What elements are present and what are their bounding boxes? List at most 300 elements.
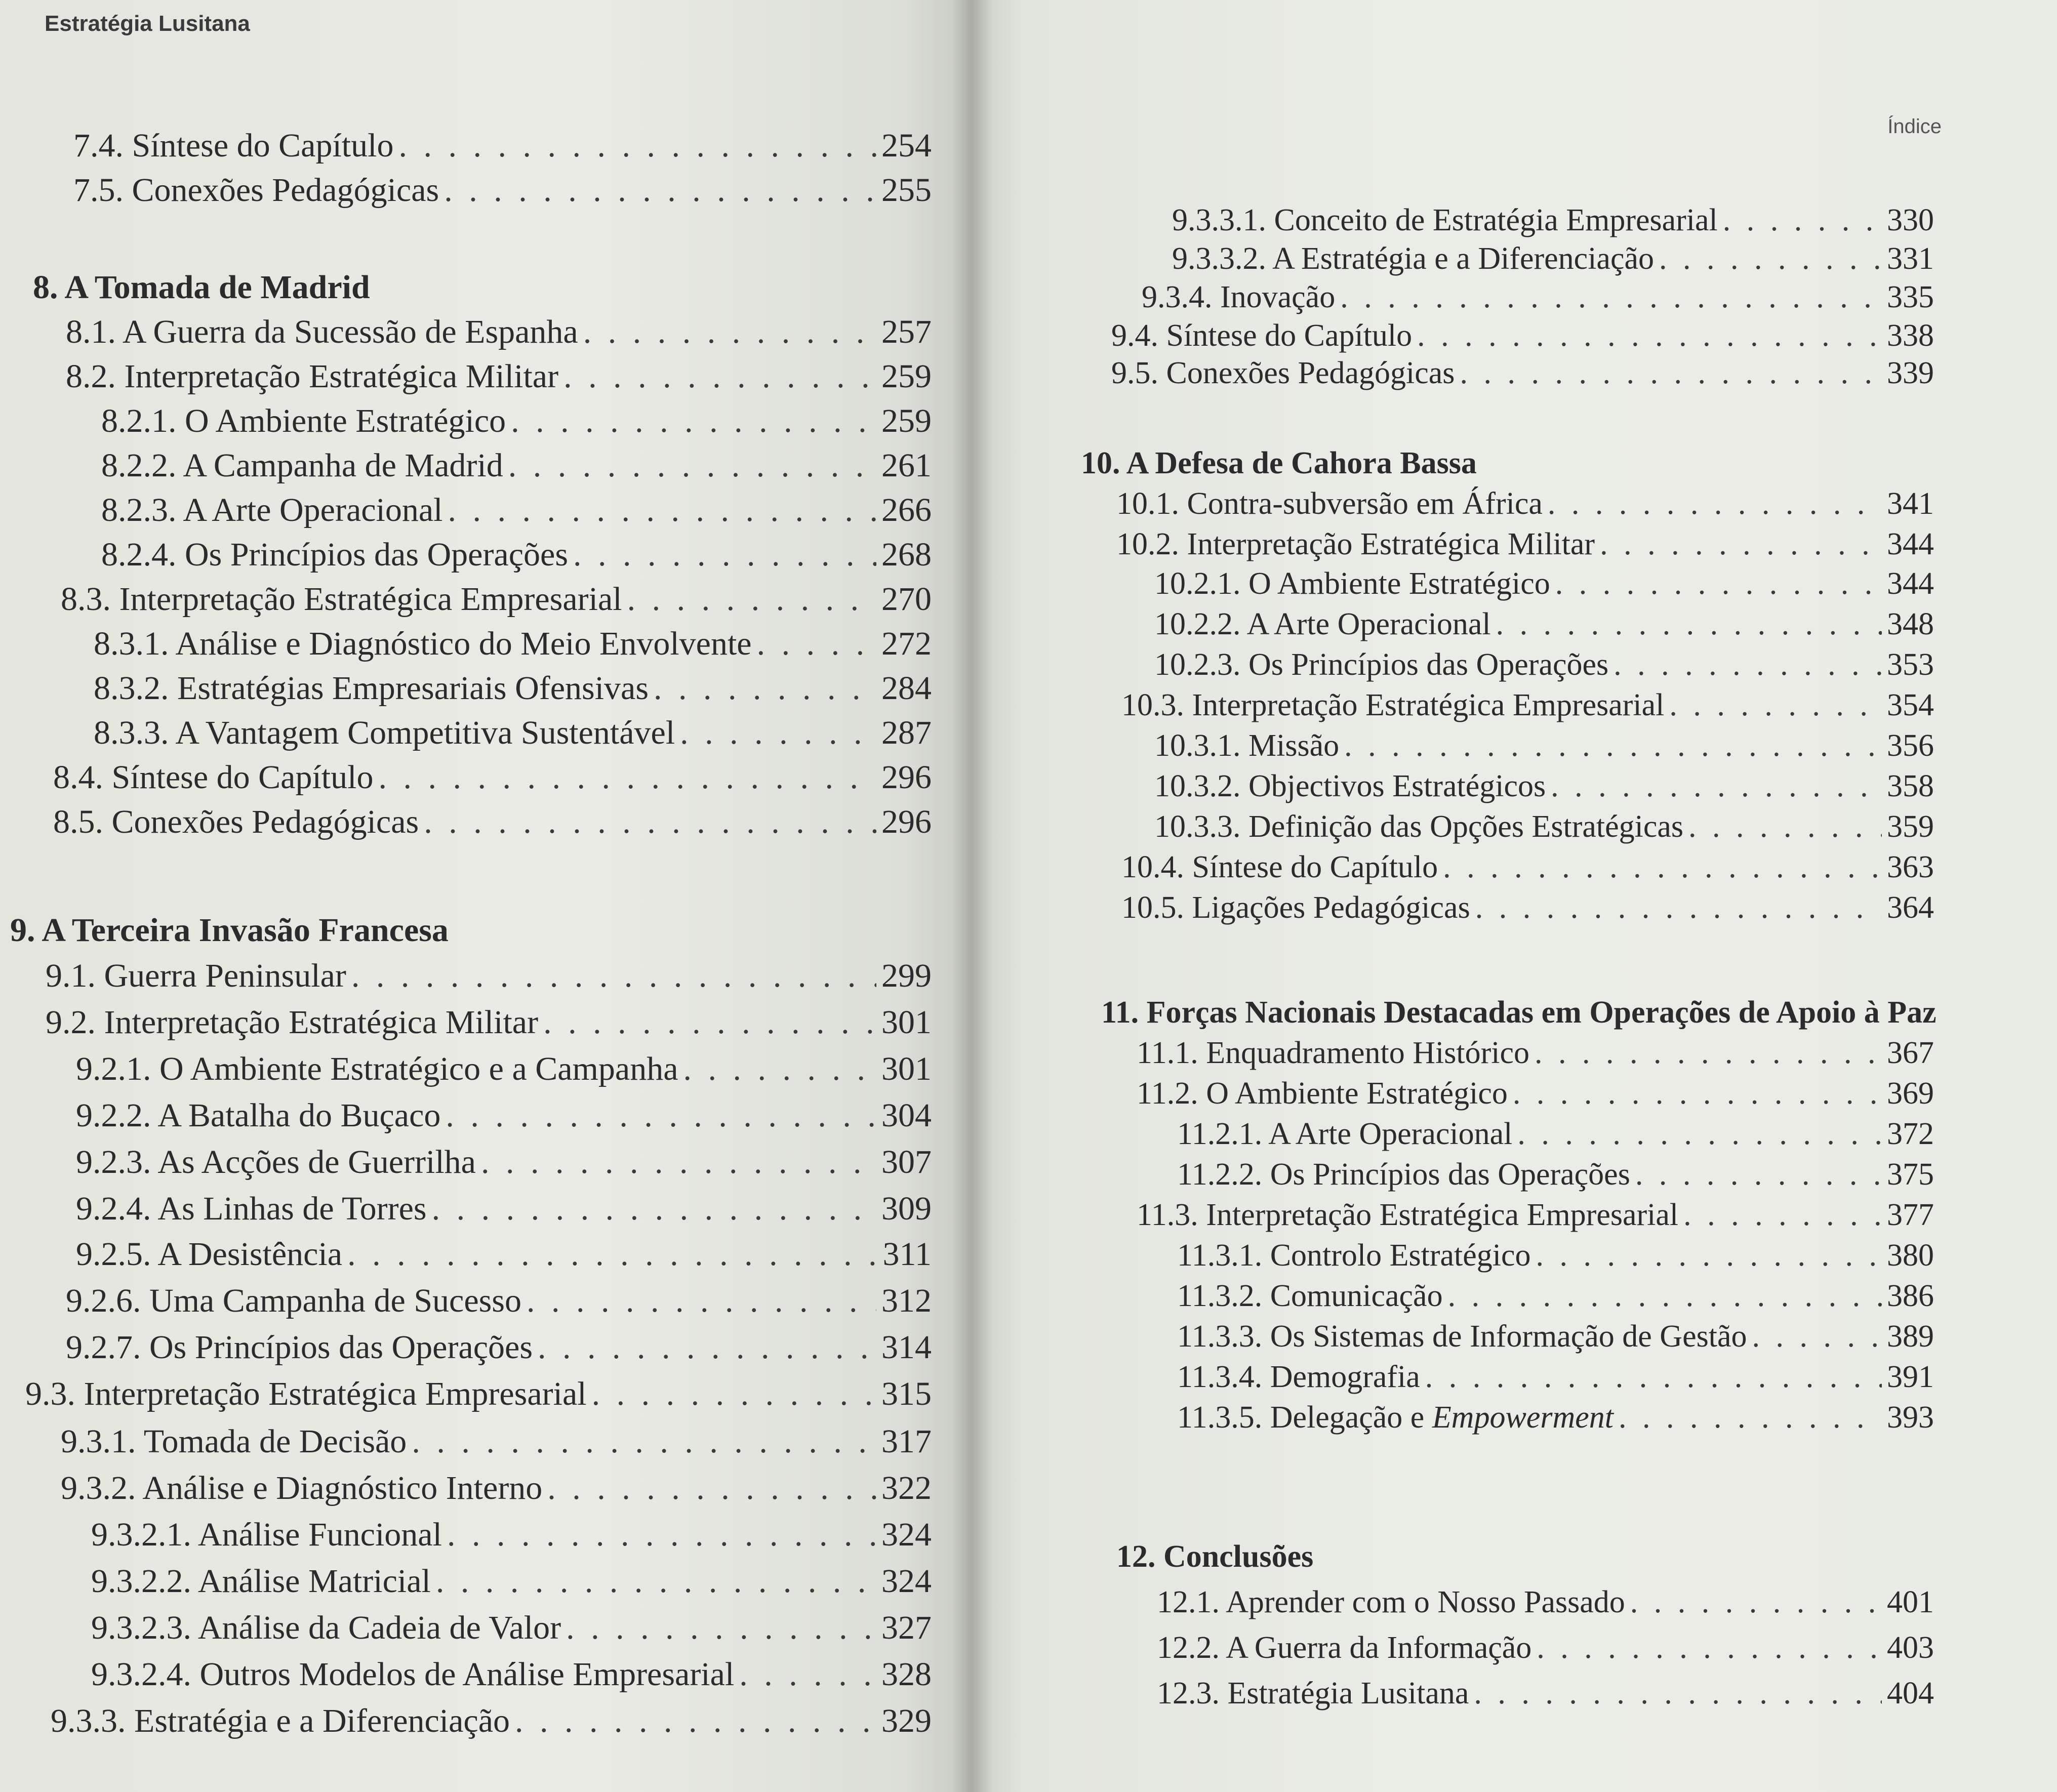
toc-page-number: 344 xyxy=(1887,527,1934,561)
toc-entry-label-text: 8.2.1. O Ambiente Estratégico xyxy=(101,402,506,439)
toc-page-number: 348 xyxy=(1887,607,1934,641)
toc-entry-label-text: 9.3.1. Tomada de Decisão xyxy=(61,1423,407,1460)
toc-entry-label-text: 9.3.3.2. A Estratégia e a Diferenciação xyxy=(1172,241,1654,276)
toc-entry xyxy=(1172,241,1934,277)
toc-entry xyxy=(1154,809,1934,845)
toc-entry-label-text: 11.3.5. Delegação e xyxy=(1177,1400,1425,1435)
toc-entry xyxy=(1177,1359,1934,1395)
dot-leader xyxy=(347,1235,877,1274)
toc-entry-label-text: 12.1. Aprender com o Nosso Passado xyxy=(1157,1585,1625,1619)
toc-page-number: 341 xyxy=(1887,486,1934,521)
toc-entry xyxy=(1177,1116,1934,1152)
toc-page-number: 301 xyxy=(881,1050,932,1087)
toc-entry xyxy=(1157,1630,1934,1666)
toc-page-number: 322 xyxy=(881,1470,932,1506)
toc-entry-label xyxy=(1154,768,1546,804)
toc-entry-label xyxy=(1142,279,1335,315)
toc-entry-label-text: 9.2.3. As Acções de Guerrilha xyxy=(76,1144,476,1180)
dot-leader xyxy=(436,1562,876,1601)
dot-leader xyxy=(1460,355,1882,391)
toc-entry-label-text: 9.3.4. Inovação xyxy=(1142,280,1336,314)
toc-entry xyxy=(91,1562,932,1601)
toc-entry xyxy=(1111,355,1934,391)
toc-entry xyxy=(1172,202,1934,238)
toc-page-number: 404 xyxy=(1887,1676,1934,1710)
toc-entry xyxy=(61,1469,932,1508)
toc-entry xyxy=(66,357,932,396)
toc-entry-label xyxy=(66,357,558,396)
toc-page-number: 259 xyxy=(881,402,932,439)
toc-entry-label-text: 9.4. Síntese do Capítulo xyxy=(1111,318,1413,353)
dot-leader xyxy=(527,1282,876,1320)
dot-leader xyxy=(412,1422,876,1461)
toc-entry-label xyxy=(94,669,649,708)
toc-entry-label xyxy=(1177,1359,1420,1395)
toc-entry-label-italic: Empowerment xyxy=(1432,1400,1614,1435)
dot-leader xyxy=(1548,486,1882,522)
dot-leader xyxy=(538,1328,876,1367)
toc-entry-label-text: 9.2.2. A Batalha do Buçaco xyxy=(76,1097,441,1134)
toc-page-number: 358 xyxy=(1887,769,1934,803)
toc-entry xyxy=(101,402,932,440)
toc-entry-label xyxy=(94,714,675,752)
toc-entry-label-text: 11.1. Enquadramento Histórico xyxy=(1137,1036,1529,1070)
toc-entry xyxy=(76,1143,932,1182)
toc-page-number: 314 xyxy=(881,1329,932,1366)
toc-entry-label xyxy=(1172,241,1654,277)
toc-entry-label xyxy=(91,1562,431,1601)
toc-entry-label xyxy=(1121,849,1438,885)
toc-page-number: 389 xyxy=(1887,1319,1934,1354)
toc-entry-label xyxy=(1154,809,1683,845)
toc-entry xyxy=(61,1422,932,1461)
toc-entry xyxy=(1154,768,1934,804)
toc-page-number: 364 xyxy=(1887,890,1934,925)
toc-entry-label xyxy=(91,1655,734,1694)
toc-entry-label-text: 9.2. Interpretação Estratégica Militar xyxy=(46,1004,539,1041)
toc-entry xyxy=(66,1328,932,1367)
toc-entry xyxy=(53,758,932,797)
toc-entry-label xyxy=(1116,526,1595,562)
toc-entry-label-text: 10.2.1. O Ambiente Estratégico xyxy=(1154,566,1550,601)
toc-entry-label-text: 9.3.2.1. Análise Funcional xyxy=(91,1516,442,1553)
book-gutter xyxy=(952,0,992,1792)
dot-leader xyxy=(1659,241,1882,277)
toc-entry xyxy=(76,1235,932,1274)
toc-entry-label xyxy=(46,957,346,995)
toc-entry-label-text: 9.5. Conexões Pedagógicas xyxy=(1111,356,1455,390)
toc-entry-label xyxy=(1116,486,1543,522)
dot-leader xyxy=(444,171,876,210)
toc-page-number: 328 xyxy=(881,1656,932,1693)
toc-entry-label xyxy=(66,313,578,351)
toc-entry xyxy=(73,127,932,165)
toc-entry xyxy=(91,1609,932,1647)
toc-entry-label xyxy=(1111,355,1455,391)
toc-entry-label-text: 8.4. Síntese do Capítulo xyxy=(53,759,374,796)
toc-entry xyxy=(94,625,932,663)
toc-entry-label-text: 10.4. Síntese do Capítulo xyxy=(1121,850,1438,884)
toc-page-number: 393 xyxy=(1887,1400,1934,1435)
toc-entry-label xyxy=(76,1190,427,1228)
toc-page-number: 301 xyxy=(881,1004,932,1041)
toc-entry-label-text: 10.3.3. Definição das Opções Estratégicas xyxy=(1154,809,1684,844)
dot-leader xyxy=(1723,202,1882,238)
toc-entry-label xyxy=(101,536,568,574)
toc-entry xyxy=(1111,318,1934,354)
dot-leader xyxy=(1669,687,1882,723)
toc-entry-label-text: 8.3. Interpretação Estratégica Empresarial xyxy=(61,581,622,618)
running-head-left: Estratégia Lusitana xyxy=(45,11,250,36)
toc-entry-label xyxy=(91,1516,442,1554)
toc-entry-label-text: 9.2.7. Os Princípios das Operações xyxy=(66,1329,533,1366)
toc-entry-label xyxy=(1111,318,1412,354)
toc-entry xyxy=(1142,279,1934,315)
toc-page-number: 284 xyxy=(881,670,932,707)
toc-page-number: 369 xyxy=(1887,1076,1934,1111)
toc-entry-label xyxy=(76,1096,440,1135)
toc-entry-label-text: 11.2.2. Os Princípios das Operações xyxy=(1177,1157,1630,1192)
toc-entry xyxy=(1154,647,1934,683)
toc-page-number: 259 xyxy=(881,358,932,395)
toc-entry-label-text: 8.2.3. A Arte Operacional xyxy=(101,492,443,528)
dot-leader xyxy=(1683,1197,1882,1233)
dot-leader xyxy=(547,1469,876,1508)
toc-entry-label xyxy=(73,171,439,210)
toc-entry-label xyxy=(1177,1157,1630,1193)
toc-entry xyxy=(101,446,932,485)
toc-page-number: 296 xyxy=(881,803,932,840)
dot-leader xyxy=(1517,1116,1882,1152)
toc-entry-label-text: 10.2.2. A Arte Operacional xyxy=(1154,607,1491,641)
dot-leader xyxy=(424,803,876,841)
left-page xyxy=(0,0,970,1792)
toc-entry-label xyxy=(46,1003,538,1042)
toc-page-number: 261 xyxy=(881,447,932,484)
dot-leader xyxy=(1537,1630,1882,1666)
toc-entry-label xyxy=(1157,1630,1531,1666)
toc-entry-label xyxy=(51,1702,510,1740)
toc-page-number: 324 xyxy=(881,1516,932,1553)
toc-entry-label xyxy=(101,446,503,485)
dot-leader xyxy=(432,1190,876,1228)
dot-leader xyxy=(592,1375,876,1413)
toc-page-number: 287 xyxy=(881,714,932,751)
toc-page-number: 315 xyxy=(881,1375,932,1412)
toc-entry xyxy=(1177,1319,1934,1355)
toc-entry xyxy=(66,1282,932,1320)
toc-page-number: 363 xyxy=(1887,850,1934,884)
dot-leader xyxy=(1513,1076,1882,1112)
toc-entry-label-text: 8.2. Interpretação Estratégica Militar xyxy=(66,358,559,395)
toc-page-number: 386 xyxy=(1887,1279,1934,1313)
dot-leader xyxy=(448,491,876,530)
toc-entry-label-text: 9.3.3.1. Conceito de Estratégia Empresarial xyxy=(1172,203,1718,237)
toc-entry-label xyxy=(61,580,622,619)
toc-entry-label-text: 9.1. Guerra Peninsular xyxy=(46,957,346,994)
dot-leader xyxy=(563,357,876,396)
toc-entry xyxy=(76,1096,932,1135)
dot-leader xyxy=(511,402,876,440)
toc-entry-label-text: 11.3.3. Os Sistemas de Informação de Gestão xyxy=(1177,1319,1747,1354)
dot-leader xyxy=(1535,1035,1882,1071)
toc-entry-label xyxy=(101,402,506,440)
toc-entry-label xyxy=(1177,1278,1443,1314)
toc-entry-label xyxy=(1157,1584,1625,1620)
toc-page-number: 339 xyxy=(1887,356,1934,390)
toc-entry xyxy=(46,1003,932,1042)
toc-entry-label-text: 11.3.1. Controlo Estratégico xyxy=(1177,1238,1531,1273)
toc-entry xyxy=(46,957,932,995)
toc-entry-label xyxy=(1154,566,1550,602)
toc-page-number: 367 xyxy=(1887,1036,1934,1070)
toc-page-number: 354 xyxy=(1887,688,1934,722)
toc-page-number: 353 xyxy=(1887,647,1934,682)
toc-page-number: 403 xyxy=(1887,1631,1934,1665)
toc-entry xyxy=(1154,566,1934,602)
toc-entry-label-text: 10.3.2. Objectivos Estratégicos xyxy=(1154,769,1546,803)
toc-entry-label xyxy=(61,1422,407,1461)
toc-entry xyxy=(1137,1035,1934,1071)
toc-entry-label xyxy=(101,491,443,530)
toc-page-number: 312 xyxy=(881,1282,932,1319)
toc-entry-label xyxy=(1177,1400,1614,1436)
toc-entry-label-text: 9.3.2.4. Outros Modelos de Análise Empresarial xyxy=(91,1656,735,1693)
toc-page-number: 311 xyxy=(882,1236,932,1273)
toc-page-number: 317 xyxy=(881,1423,932,1460)
toc-entry xyxy=(1137,1076,1934,1112)
dot-leader xyxy=(566,1609,876,1647)
toc-entry xyxy=(51,1702,932,1740)
toc-entry-label-text: 11.3. Interpretação Estratégica Empresarial xyxy=(1137,1198,1679,1232)
dot-leader xyxy=(1340,279,1882,315)
toc-entry-label-text: 9.2.4. As Linhas de Torres xyxy=(76,1190,427,1227)
toc-entry xyxy=(91,1655,932,1694)
dot-leader xyxy=(757,625,876,663)
toc-entry-label-text: 12.2. A Guerra da Informação xyxy=(1157,1631,1532,1665)
dot-leader xyxy=(1448,1278,1882,1314)
dot-leader xyxy=(1688,809,1882,845)
dot-leader xyxy=(398,127,876,165)
toc-entry xyxy=(1137,1197,1934,1233)
toc-entry-label-text: 9.2.6. Uma Campanha de Sucesso xyxy=(66,1282,521,1319)
toc-entry-label xyxy=(1177,1238,1531,1274)
toc-entry-label xyxy=(91,1609,561,1647)
toc-page-number: 380 xyxy=(1887,1238,1934,1273)
toc-page-number: 257 xyxy=(881,313,932,350)
toc-entry-label xyxy=(61,1469,542,1508)
dot-leader xyxy=(1417,318,1882,354)
dot-leader xyxy=(1536,1238,1882,1274)
toc-entry xyxy=(94,714,932,752)
dot-leader xyxy=(515,1702,876,1740)
toc-entry-label xyxy=(76,1235,342,1274)
right-page xyxy=(970,0,2057,1792)
toc-page-number: 356 xyxy=(1887,728,1934,763)
dot-leader xyxy=(1496,606,1882,642)
toc-page-number: 304 xyxy=(881,1097,932,1134)
toc-entry xyxy=(1177,1400,1934,1436)
dot-leader xyxy=(1619,1400,1882,1436)
toc-page-number: 377 xyxy=(1887,1198,1934,1232)
chapter-heading: 9. A Terceira Invasão Francesa xyxy=(10,912,449,949)
toc-entry-label xyxy=(76,1050,678,1088)
toc-entry xyxy=(1154,606,1934,642)
dot-leader xyxy=(1555,566,1882,602)
toc-entry-label xyxy=(1154,606,1491,642)
dot-leader xyxy=(1443,849,1882,885)
toc-page-number: 307 xyxy=(881,1144,932,1180)
toc-entry-label xyxy=(1177,1319,1747,1355)
dot-leader xyxy=(680,714,876,752)
running-head-right: Índice xyxy=(1887,115,1942,138)
dot-leader xyxy=(1600,526,1882,562)
toc-page-number: 296 xyxy=(881,759,932,796)
toc-entry-label-text: 10.2.3. Os Princípios das Operações xyxy=(1154,647,1609,682)
toc-page-number: 324 xyxy=(881,1563,932,1600)
toc-page-number: 299 xyxy=(881,957,932,994)
toc-entry xyxy=(66,313,932,351)
toc-page-number: 372 xyxy=(1887,1117,1934,1151)
toc-entry-label xyxy=(66,1328,533,1367)
toc-entry-label-text: 8.1. A Guerra da Sucessão de Espanha xyxy=(66,313,578,350)
toc-entry-label-text: 9.3.2.3. Análise da Cadeia de Valor xyxy=(91,1609,561,1646)
toc-page-number: 268 xyxy=(881,536,932,573)
dot-leader xyxy=(447,1516,876,1554)
toc-page-number: 331 xyxy=(1887,241,1934,276)
dot-leader xyxy=(481,1143,876,1182)
toc-page-number: 254 xyxy=(881,127,932,164)
toc-entry-label-text: 10.5. Ligações Pedagógicas xyxy=(1121,890,1470,925)
toc-entry xyxy=(1121,890,1934,926)
toc-entry-label-text: 10.2. Interpretação Estratégica Militar xyxy=(1116,527,1595,561)
toc-entry-label xyxy=(73,127,393,165)
toc-page-number: 335 xyxy=(1887,280,1934,314)
toc-entry-label xyxy=(53,803,419,841)
toc-entry-label-text: 11.2. O Ambiente Estratégico xyxy=(1137,1076,1508,1111)
dot-leader xyxy=(627,580,876,619)
dot-leader xyxy=(739,1655,876,1694)
toc-page-number: 329 xyxy=(881,1702,932,1739)
toc-entry xyxy=(1116,486,1934,522)
dot-leader xyxy=(573,536,876,574)
toc-page-number: 327 xyxy=(881,1609,932,1646)
toc-entry-label-text: 8.3.3. A Vantagem Competitiva Sustentável xyxy=(94,714,675,751)
toc-page-number: 309 xyxy=(881,1190,932,1227)
toc-page-number: 375 xyxy=(1887,1157,1934,1192)
toc-entry-label xyxy=(1121,890,1470,926)
toc-entry-label-text: 8.2.2. A Campanha de Madrid xyxy=(101,447,503,484)
dot-leader xyxy=(1630,1584,1882,1620)
toc-entry-label-text: 10.1. Contra-subversão em África xyxy=(1116,486,1543,521)
dot-leader xyxy=(1344,728,1882,764)
toc-page-number: 255 xyxy=(881,172,932,209)
toc-entry-label xyxy=(1137,1197,1678,1233)
toc-page-number: 359 xyxy=(1887,809,1934,844)
toc-entry-label-text: 9.3.2.2. Análise Matricial xyxy=(91,1563,431,1600)
toc-entry xyxy=(1177,1238,1934,1274)
chapter-heading: 10. A Defesa de Cahora Bassa xyxy=(1081,446,1477,480)
toc-entry xyxy=(25,1375,932,1413)
toc-entry-label-text: 10.3.1. Missão xyxy=(1154,728,1340,763)
dot-leader xyxy=(1635,1157,1882,1193)
toc-entry-label-text: 11.3.2. Comunicação xyxy=(1177,1279,1443,1313)
dot-leader xyxy=(543,1003,876,1042)
chapter-heading: 12. Conclusões xyxy=(1116,1539,1314,1574)
toc-page-number: 391 xyxy=(1887,1360,1934,1394)
toc-page-number: 338 xyxy=(1887,318,1934,353)
toc-entry xyxy=(94,669,932,708)
toc-entry xyxy=(1116,526,1934,562)
toc-entry xyxy=(101,536,932,574)
toc-page-number: 270 xyxy=(881,581,932,618)
toc-entry-label-text: 9.3. Interpretação Estratégica Empresarial xyxy=(25,1375,587,1412)
toc-entry-label-text: 10.3. Interpretação Estratégica Empresarial xyxy=(1121,688,1665,722)
dot-leader xyxy=(446,1096,876,1135)
toc-entry-label xyxy=(1172,202,1718,238)
toc-entry xyxy=(1177,1157,1934,1193)
toc-entry-label-text: 8.3.2. Estratégias Empresariais Ofensivas xyxy=(94,670,649,707)
toc-entry-label-text: 9.3.2. Análise e Diagnóstico Interno xyxy=(61,1470,543,1506)
toc-entry-label-text: 7.4. Síntese do Capítulo xyxy=(73,127,394,164)
dot-leader xyxy=(1474,1676,1882,1712)
chapter-heading: 11. Forças Nacionais Destacadas em Operações de Apoio à Paz xyxy=(1101,995,1937,1030)
toc-page-number: 330 xyxy=(1887,203,1934,237)
toc-entry-label xyxy=(53,758,373,797)
toc-entry-label-text: 9.2.1. O Ambiente Estratégico e a Campanha xyxy=(76,1050,678,1087)
toc-entry-label xyxy=(25,1375,587,1413)
dot-leader xyxy=(1614,647,1882,683)
toc-entry-label xyxy=(76,1143,476,1182)
toc-page-number: 272 xyxy=(881,625,932,662)
toc-entry xyxy=(1177,1278,1934,1314)
toc-entry-label-text: 12.3. Estratégia Lusitana xyxy=(1157,1676,1469,1710)
toc-entry xyxy=(1121,687,1934,723)
toc-entry-label xyxy=(1137,1035,1529,1071)
toc-entry-label xyxy=(1121,687,1664,723)
dot-leader xyxy=(683,1050,876,1088)
toc-entry-label xyxy=(94,625,752,663)
toc-entry-label xyxy=(1154,728,1339,764)
dot-leader xyxy=(654,669,876,708)
toc-page-number: 344 xyxy=(1887,566,1934,601)
toc-entry xyxy=(1157,1584,1934,1620)
dot-leader xyxy=(1475,890,1882,926)
toc-entry xyxy=(73,171,932,210)
toc-entry-label xyxy=(1154,647,1608,683)
toc-entry xyxy=(1154,728,1934,764)
dot-leader xyxy=(351,957,876,995)
toc-entry-label-text: 9.3.3. Estratégia e a Diferenciação xyxy=(51,1702,510,1739)
toc-entry-label-text: 8.2.4. Os Princípios das Operações xyxy=(101,536,569,573)
toc-entry xyxy=(1121,849,1934,885)
dot-leader xyxy=(583,313,876,351)
chapter-heading: 8. A Tomada de Madrid xyxy=(33,269,370,306)
toc-entry xyxy=(61,580,932,619)
toc-page-number: 401 xyxy=(1887,1585,1934,1619)
toc-entry xyxy=(1157,1676,1934,1712)
toc-entry xyxy=(101,491,932,530)
toc-entry-label-text: 11.2.1. A Arte Operacional xyxy=(1177,1117,1513,1151)
toc-entry-label xyxy=(1157,1676,1469,1712)
dot-leader xyxy=(508,446,876,485)
toc-entry-label xyxy=(1137,1076,1508,1112)
toc-entry xyxy=(53,803,932,841)
toc-entry xyxy=(76,1050,932,1088)
toc-entry-label xyxy=(1177,1116,1512,1152)
dot-leader xyxy=(1752,1319,1882,1355)
toc-entry-label-text: 8.5. Conexões Pedagógicas xyxy=(53,803,419,840)
